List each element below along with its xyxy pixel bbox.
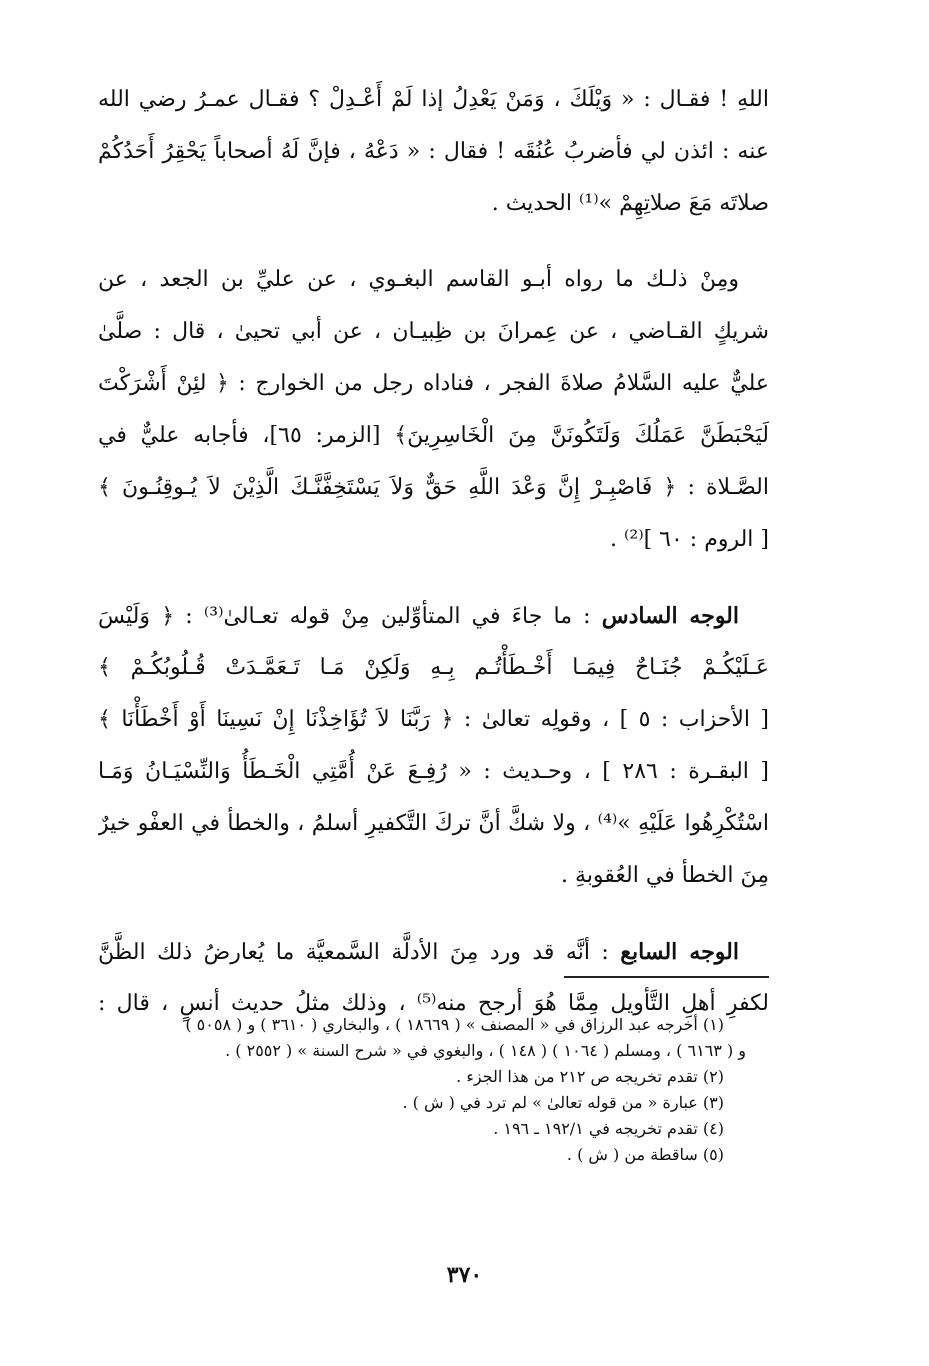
text-line: الصَّـلاة : ﴿ فَاصْبِـرْ إِنَّ وَعْدَ اللَّهِ حَقٌّ وَلاَ يَسْتَخِفَّنَّـكَ الَّذِيْنَ لاَ يُـوقِنُـونَ ﴾ bbox=[98, 475, 769, 500]
text-line: عَـلَيْكُـمْ جُنَـاحٌ فِيمَـا أَخْـطَأْتُـم بِـهِ وَلَكِنْ مَـا تَـعَمَّـدَتْ قُـلُوبُكُـمْ ﴾ bbox=[98, 655, 769, 680]
footnote: (٢) تقدم تخريجه ص ٢١٢ من هذا الجزء . bbox=[456, 1067, 724, 1086]
text-line bbox=[98, 926, 769, 978]
text-line: اللهِ ! فقـال : « وَيْلَكَ ، وَمَنْ يَعْدِلُ إذا لَمْ أَعْـدِلْ ؟ فقـال عمـرُ رضي الله bbox=[98, 87, 769, 112]
section-heading: الوجه السابع bbox=[620, 939, 739, 965]
text-line: اسْتُكْرِهُوا عَلَيْهِ »⁽⁴⁾ ، ولا شكَّ أنَّ تركَ التَّكفيرِ أسلمُ ، والخطأ في العفْو خيرٌ bbox=[98, 811, 769, 836]
text-line: [ الأحزاب : ٥ ] ، وقولِه تعالىٰ : ﴿ رَبَّنَا لاَ تُؤَاخِذْنَا إِنْ نَسِينَا أَوْ أَخْطَأْنَا ﴾ bbox=[98, 707, 769, 732]
text-line: عليٌّ عليه السَّلامُ صلاةَ الفجر ، فناداه رجل من الخوارج : ﴿ لئِنْ أَشْرَكْتَ bbox=[98, 371, 769, 396]
text-span: : ما جاءَ في المتأوِّلين مِنْ قوله تعـالىٰ⁽³⁾ : ﴿ وَلَيْسَ bbox=[98, 604, 602, 629]
text-line: [ الروم : ٦٠ ]⁽²⁾ . bbox=[609, 527, 769, 552]
text-line: عنه : ائذن لي فأضربُ عُنُقَه ! فقال : « دَعْهُ ، فإنَّ لَهُ أصحاباً يَحْقِرُ أَحَدُكُمْ bbox=[98, 139, 769, 164]
footnotes bbox=[98, 1012, 746, 1168]
text-line: لَيَحْبَطَنَّ عَمَلُكَ وَلَتَكُونَنَّ مِنَ الْخَاسِرِينَ﴾ [الزمر: ٦٥]، فأجابه عليٌّ في bbox=[98, 423, 769, 448]
text-line: شريكٍ القـاضي ، عن عِمرانَ بن ظِبيـان ، عن أبي تحيىٰ ، قال : صلَّىٰ bbox=[98, 319, 769, 344]
page-number: ٣٧٠ bbox=[446, 1262, 483, 1288]
text-line: صلاتَه مَعَ صلاتِهِمْ »⁽¹⁾ الحديث . bbox=[491, 191, 769, 216]
footnote: (١) أخرجه عبد الرزاق في « المصنف » ( ١٨٦٦٩ ) ، والبخاري ( ٣٦١٠ ) و ( ٥٠٥٨ ) bbox=[185, 1015, 724, 1034]
text-line bbox=[98, 590, 769, 642]
section-heading: الوجه السادس bbox=[601, 603, 739, 629]
footnote: (٤) تقدم تخريجه في ١٩٢/١ ـ ١٩٦ . bbox=[493, 1119, 724, 1138]
text-line: [ البقـرة : ٢٨٦ ] ، وحـديث : « رُفِـعَ عَنْ أُمَّتِي الْخَـطَأُ وَالنِّسْيَـانُ وَمَـا bbox=[98, 759, 769, 784]
text-span: : أنَّه قد ورد مِنَ الأدلَّة السَّمعيَّة ما يُعارضُ ذلك الظَّنَّ bbox=[98, 940, 621, 965]
text-line: مِنَ الخطأ في العُقوبةِ . bbox=[561, 863, 769, 888]
paragraph-3 bbox=[98, 590, 769, 902]
text-line: لكفرِ أهلِ التَّأويل مِمَّا هُوَ أرجح منه⁽⁵⁾ ، وذلك مثلُ حديث أنسٍ ، قال : bbox=[98, 991, 769, 1016]
footnote: (٣) عبارة « من قوله تعالىٰ » لم ترد في ( ش ) . bbox=[402, 1093, 724, 1112]
footnote: (٥) ساقطة من ( ش ) . bbox=[566, 1145, 724, 1164]
paragraph-2 bbox=[98, 254, 769, 566]
paragraph-1 bbox=[98, 74, 769, 230]
text-line: ومِنْ ذلـك ما رواه أبـو القاسم البغـوي ، عن عليِّ بن الجعد ، عن bbox=[98, 267, 739, 292]
footnote-continuation: و ( ٦١٦٣ ) ، ومسلم ( ١٠٦٤ ) ( ١٤٨ ) ، والبغوي في « شرح السنة » ( ٢٥٥٢ ) . bbox=[225, 1041, 746, 1060]
main-text bbox=[98, 74, 769, 1054]
